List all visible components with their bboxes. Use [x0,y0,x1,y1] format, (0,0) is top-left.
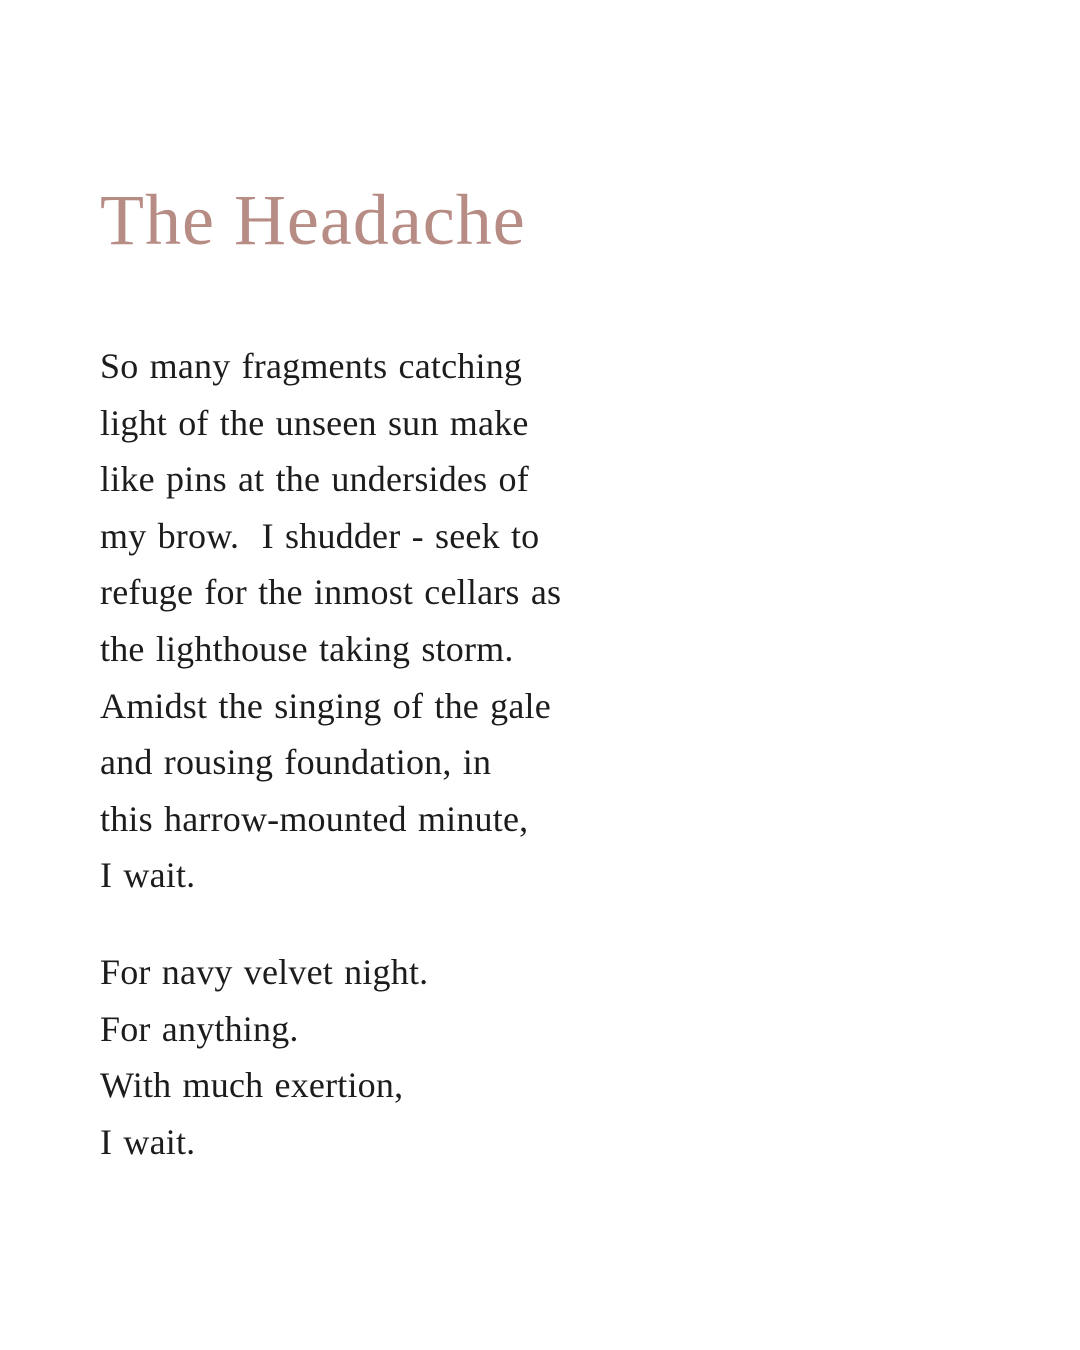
poem-line: For anything. [100,1008,299,1049]
poem-stanza-2 [100,944,980,1170]
poem-line: So many fragments catching [100,346,523,386]
poem-line: refuge for the inmost cellars as [100,572,562,613]
poem-line: I wait. [100,1121,196,1162]
poem-line: light of the unseen sun make [100,402,529,443]
poem-line: For navy velvet night. [100,951,429,992]
poem-line: and rousing foundation, in [100,742,492,783]
poem-line: my brow. I shudder - seek to [100,515,540,556]
poem-line: I wait. [100,855,196,896]
poem-line: like pins at the undersides of [100,459,529,500]
poem-line: With much exertion, [100,1065,404,1106]
poem-line: Amidst the singing of the gale [100,685,551,726]
poem-line: this harrow-mounted minute, [100,798,529,839]
poem-stanza-1 [100,338,980,904]
poem-line: the lighthouse taking storm. [100,628,514,669]
poem-container [100,0,980,1170]
poem-title: The Headache [100,180,526,260]
